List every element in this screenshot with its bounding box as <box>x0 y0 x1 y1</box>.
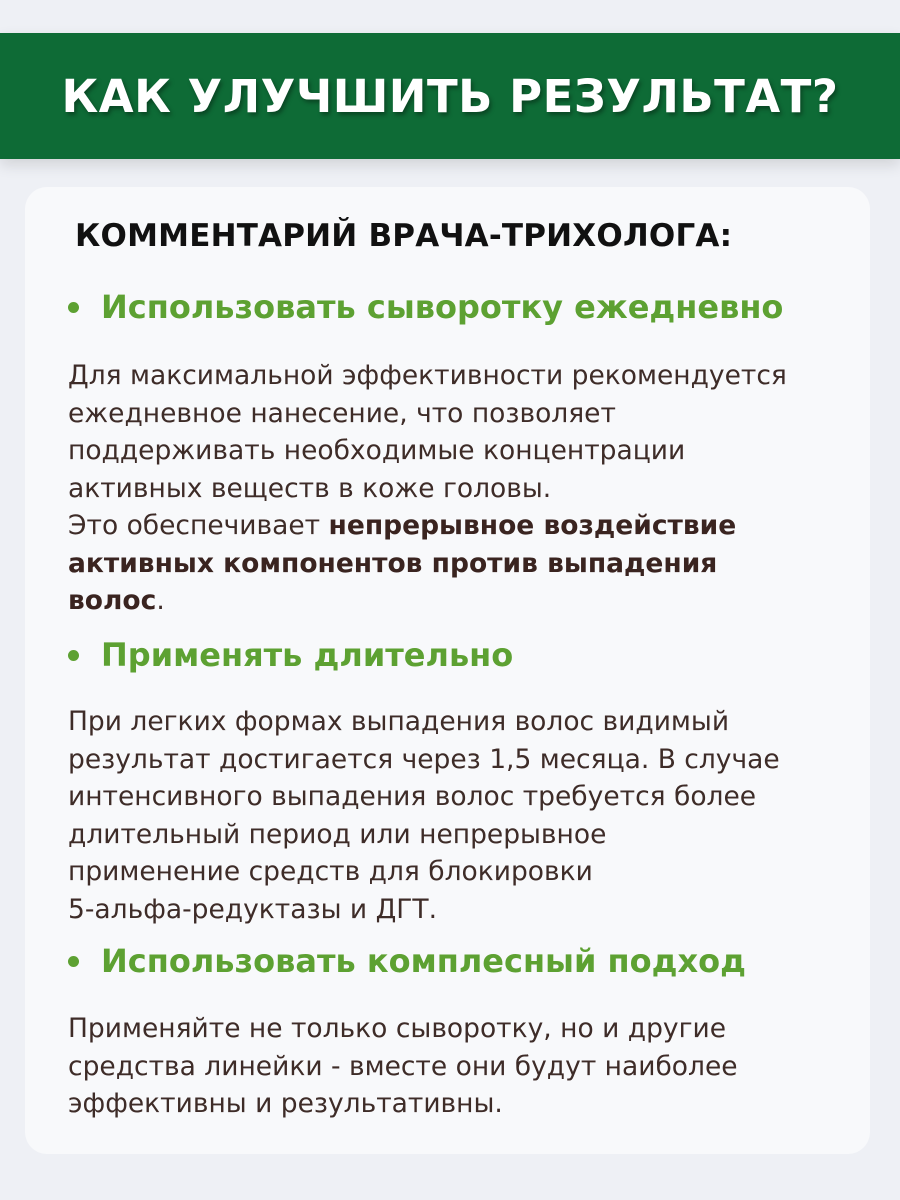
body-line: Для максимальной эффективности рекомендуется <box>68 360 787 391</box>
body-line: поддерживать необходимые концентрации <box>68 435 686 466</box>
section-body-daily <box>68 357 858 620</box>
bullet-icon <box>68 650 79 661</box>
header-banner <box>0 33 900 159</box>
body-line: активных веществ в коже головы. <box>68 472 552 504</box>
bullet-icon <box>68 302 79 313</box>
section-title-complex <box>68 942 746 980</box>
body-line: средства линейки - вместе они будут наиболее <box>68 1050 738 1082</box>
body-line: Это обеспечивает <box>68 510 329 541</box>
body-line: . <box>156 585 165 616</box>
bullet-icon <box>68 956 79 967</box>
card-heading: КОММЕНТАРИЙ ВРАЧА-ТРИХОЛОГА: <box>75 218 733 254</box>
body-line: результат достигается через 1,5 месяца. В случае <box>68 743 780 775</box>
body-line: эффективны и результативны. <box>68 1088 503 1119</box>
section-title-text: Применять длительно <box>101 636 514 674</box>
emphasis-text: непрерывное воздействие <box>328 510 737 541</box>
body-line: При легких формах выпадения волос видимый <box>68 706 730 737</box>
body-line: 5-альфа-редуктазы и ДГТ. <box>68 893 438 925</box>
section-title-long-term <box>68 636 513 674</box>
section-title-text: Использовать комплесный подход <box>101 942 746 980</box>
body-line: длительный период или непрерывное <box>68 818 607 850</box>
emphasis-text: активных компонентов против выпадения <box>68 547 718 579</box>
body-line: применение средств для блокировки <box>68 856 593 887</box>
section-title-text: Использовать сыворотку ежедневно <box>101 288 784 326</box>
section-body-long-term <box>68 703 858 928</box>
section-title-daily <box>68 288 783 326</box>
body-line: Применяйте не только сыворотку, но и другие <box>68 1013 727 1044</box>
body-line: ежедневное нанесение, что позволяет <box>68 397 616 429</box>
section-body-complex <box>68 1010 858 1123</box>
page-title: КАК УЛУЧШИТЬ РЕЗУЛЬТАТ? <box>61 69 839 123</box>
emphasis-text: волос <box>68 585 157 616</box>
body-line: интенсивного выпадения волос требуется более <box>68 781 757 812</box>
